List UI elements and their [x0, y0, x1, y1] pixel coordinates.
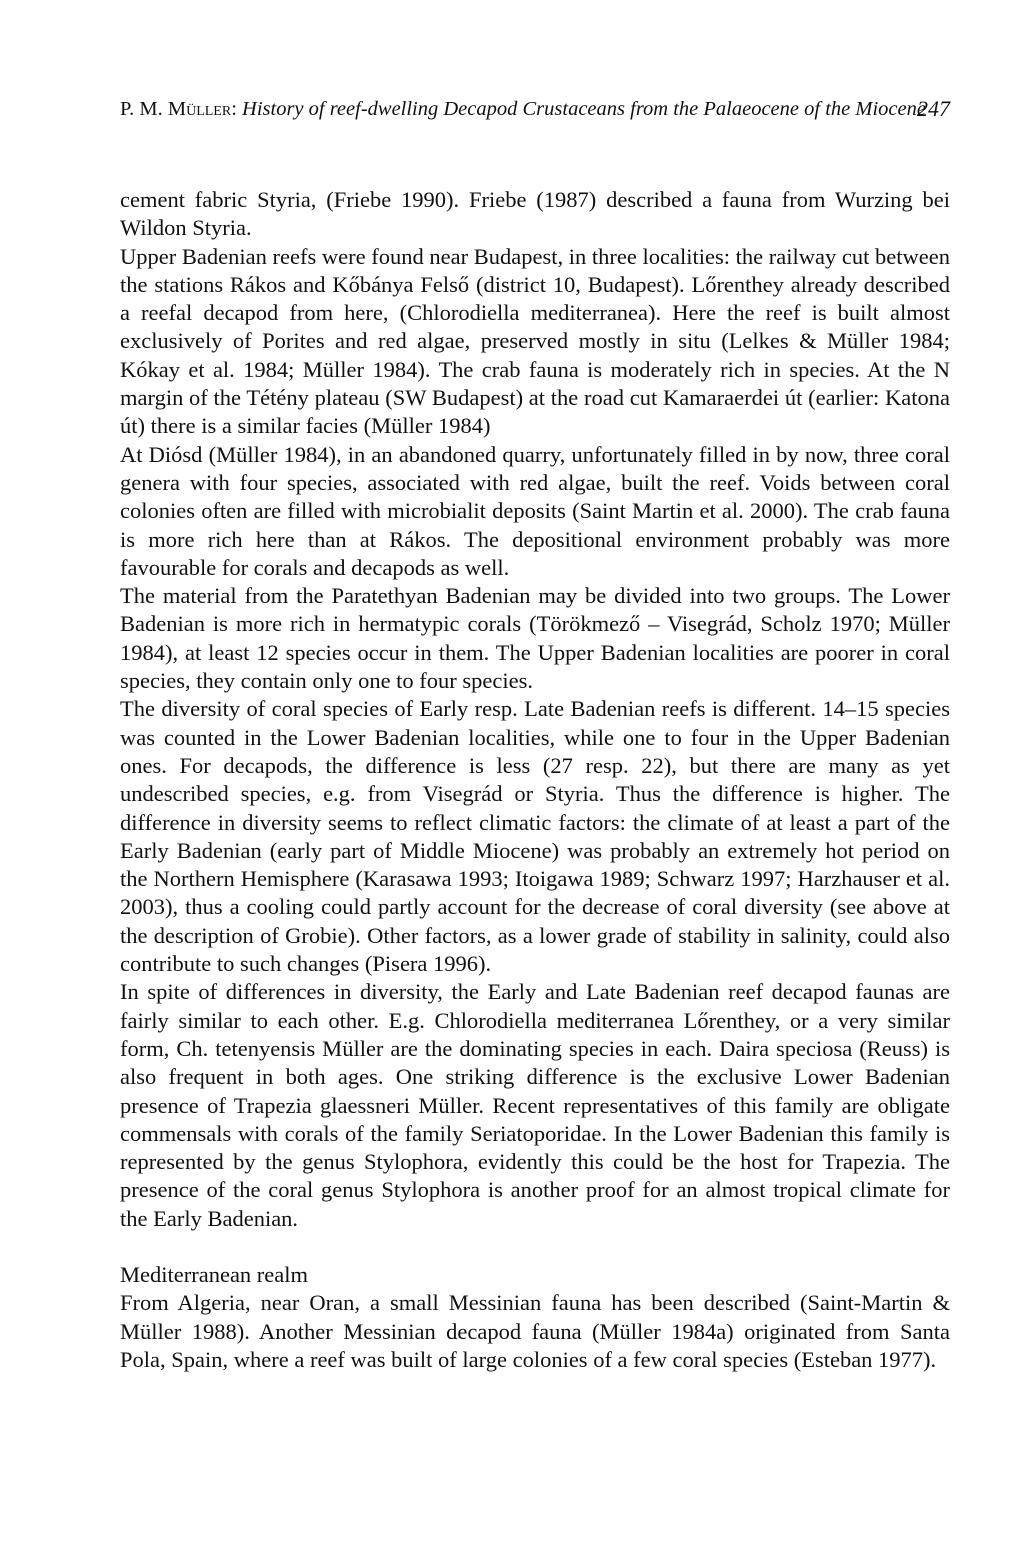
paragraph-4: The material from the Paratethyan Badenian may be divided into two groups. The Lower Badenian is more rich in hermatypic corals (Törökmező – Visegrád, Scholz 1970; Müller 1984), at least 12 species occur in them. The Upper Badenian localities are poorer in coral species, they contain only one to four species.: [120, 583, 950, 694]
section-paragraph: From Algeria, near Oran, a small Messinian fauna has been described (Saint-Martin & Müller 1988). Another Messinian decapod fauna (Müller 1984a) originated from Santa Pola, Spain, where a reef was built of large colonies of a few coral species (Esteban 1977).: [120, 1290, 950, 1372]
paragraph-6: In spite of differences in diversity, the Early and Late Badenian reef decapod faunas are fairly similar to each other. E.g. Chlorodiella mediterranea Lőrenthey, or a very similar form, Ch. tetenyensis Müller are the dominating species in each. Daira speciosa (Reuss) is also frequent in both ages. One striking difference is the exclusive Lower Badenian presence of Trapezia glaessneri Müller. Recent representatives of this family are obligate commensals with corals of the family Seriatoporidae. In the Lower Badenian this family is represented by the genus Stylophora, evidently this could be the host for Trapezia. The presence of the coral genus Stylophora is another proof for an almost tropical climate for the Early Badenian.: [120, 979, 950, 1231]
paragraph-1: cement fabric Styria, (Friebe 1990). Friebe (1987) described a fauna from Wurzing bei Wildon Styria.: [120, 187, 950, 241]
paragraph-3: At Diósd (Müller 1984), in an abandoned quarry, unfortunately filled in by now, three coral genera with four species, associated with red algae, built the reef. Voids between coral colonies often are filled with microbialit deposits (Saint Martin et al. 2000). The crab fauna is more rich here than at Rákos. The depositional environment probably was more favourable for corals and decapods as well.: [120, 441, 950, 580]
page: [120, 95, 950, 1374]
running-head: [120, 95, 950, 125]
paragraph-5: The diversity of coral species of Early resp. Late Badenian reefs is different. 14–15 species was counted in the Lower Badenian localities, while one to four in the Upper Badenian ones. For decapods, the difference is less (27 resp. 22), but there are many as yet undescribed species, e.g. from Visegrád or Styria. Thus the difference is higher. The difference in diversity seems to reflect climatic factors: the climate of at least a part of the Early Badenian (early part of Middle Miocene) was probably an extremely hot period on the Northern Hemisphere (Karasawa 1993; Itoigawa 1989; Schwarz 1997; Harzhauser et al. 2003), thus a cooling could partly account for the decrease of coral diversity (see above at the description of Grobie). Other factors, as a lower grade of stability in salinity, could also contribute to such changes (Pisera 1996).: [120, 696, 950, 977]
page-number: 247: [917, 96, 950, 121]
running-head-author: P. M. Müller:: [120, 98, 237, 120]
running-head-title: History of reef-dwelling Decapod Crustaceans from the Palaeocene of the Miocene: [242, 98, 926, 120]
body-text: [120, 186, 950, 1374]
section-heading: Mediterranean realm: [120, 1261, 309, 1287]
paragraph-2: Upper Badenian reefs were found near Budapest, in three localities: the railway cut between the stations Rákos and Kőbánya Felső (district 10, Budapest). Lőrenthey already described a reefal decapod from here, (Chlorodiella mediterranea). Here the reef is built almost exclusively of Porites and red algae, preserved mostly in situ (Lelkes & Müller 1984; Kókay et al. 1984; Müller 1984). The crab fauna is moderately rich in species. At the N margin of the Tétény plateau (SW Budapest) at the road cut Kamaraerdei út (earlier: Katona út) there is a similar facies (Müller 1984): [120, 243, 950, 439]
